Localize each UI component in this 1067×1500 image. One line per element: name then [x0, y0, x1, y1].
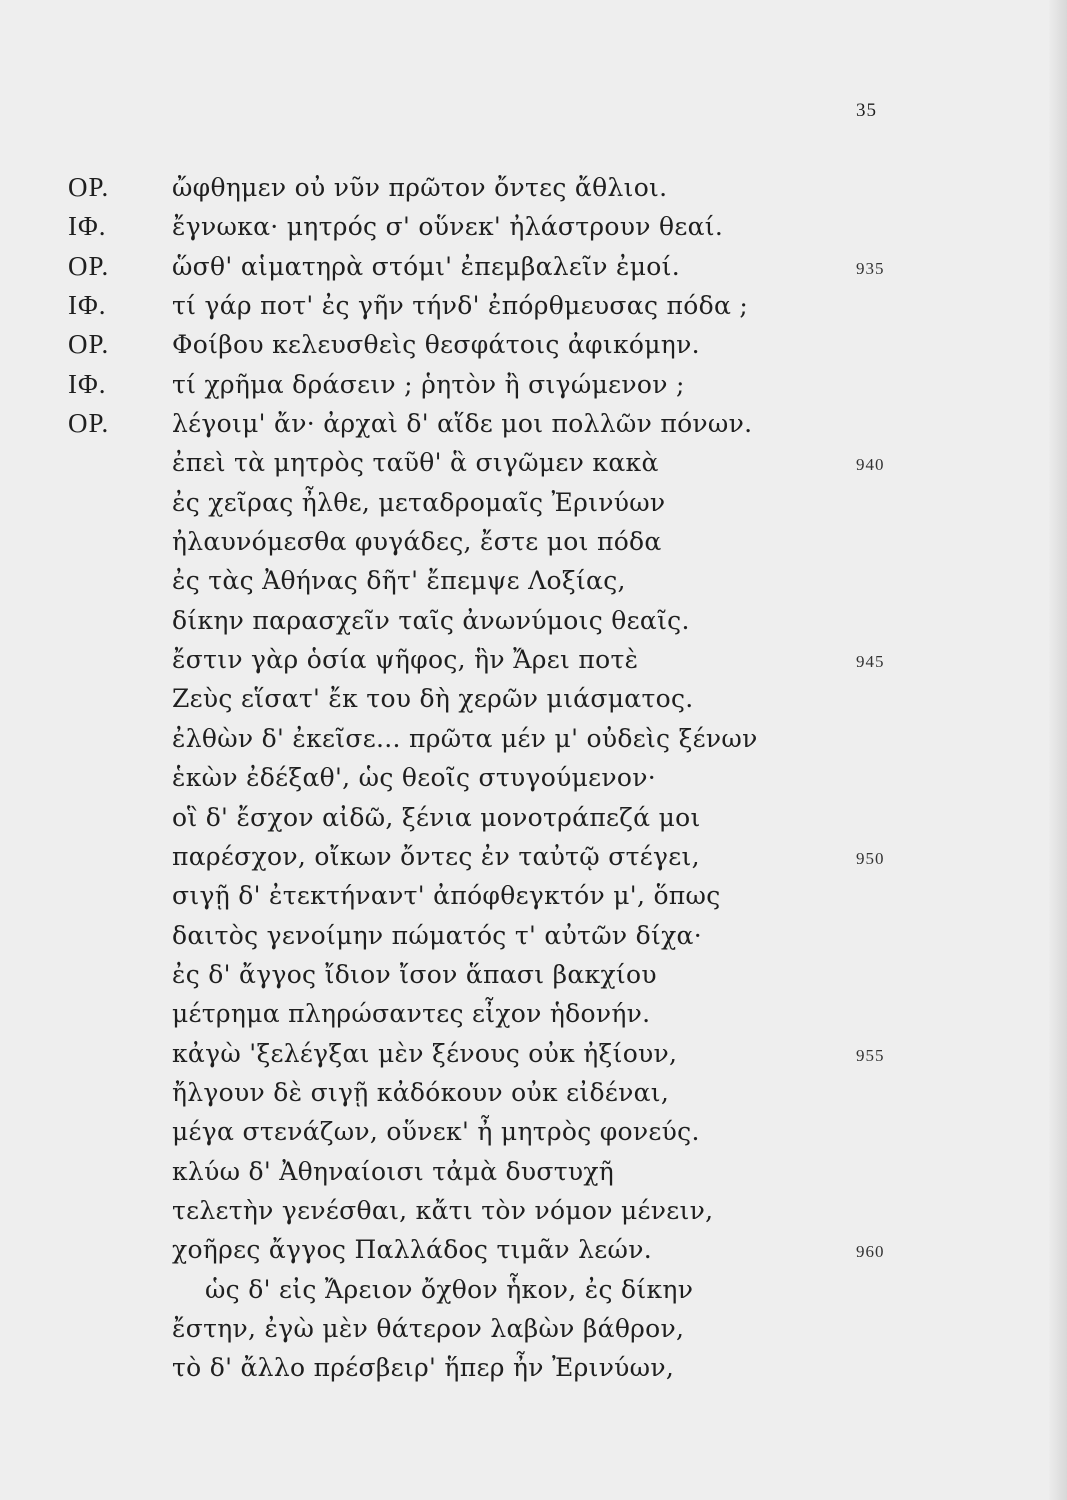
- verse-text: ἐς δ' ἄγγος ἴδιον ἴσον ἅπασι βακχίου: [172, 959, 657, 989]
- verse-text: ἐς τὰς Ἀθήνας δῆτ' ἔπεμψε Λοξίας,: [172, 566, 626, 596]
- speaker-label: ΟΡ.: [68, 250, 110, 281]
- line-number: 955: [856, 1045, 885, 1065]
- verse-text: ἔστιν γὰρ ὁσία ψῆφος, ἣν Ἄρει ποτὲ: [172, 645, 639, 675]
- verse-line: [0, 561, 1067, 600]
- verse-text: λέγοιμ' ἄν· ἀρχαὶ δ' αἵδε μοι πολλῶν πόνων.: [172, 409, 753, 439]
- verse-text: τελετὴν γενέσθαι, κἄτι τὸν νόμον μένειν,: [172, 1195, 714, 1225]
- verse-text: Ζεὺς εἵσατ' ἔκ του δὴ χερῶν μιάσματος.: [172, 684, 694, 714]
- verse-text: ὤφθημεν οὐ νῦν πρῶτον ὄντες ἄθλιοι.: [172, 173, 668, 202]
- speaker-label: ΙΦ.: [68, 290, 107, 321]
- speaker-label: ΙΦ.: [68, 211, 107, 242]
- verse-line: [0, 1191, 1067, 1230]
- verse-line: [0, 1309, 1067, 1348]
- line-number: 960: [856, 1242, 885, 1262]
- verse-line: [0, 679, 1067, 718]
- verse-text: ἐπεὶ τὰ μητρὸς ταῦθ' ἃ σιγῶμεν κακὰ: [172, 448, 659, 478]
- verse-line: [0, 640, 1067, 679]
- verse-line: [0, 876, 1067, 915]
- verse-line: [0, 522, 1067, 561]
- verse-line: [0, 758, 1067, 797]
- line-number: 945: [856, 652, 885, 672]
- verse-text: σιγῇ δ' ἐτεκτήναντ' ἀπόφθεγκτόν μ', ὅπως: [172, 881, 721, 911]
- verse-line: [0, 365, 1067, 404]
- verse-text: δαιτὸς γενοίμην πώματός τ' αὐτῶν δίχα·: [172, 920, 702, 950]
- verse-line: [0, 955, 1067, 994]
- verse-text: ἤλγουν δὲ σιγῇ κἀδόκουν οὐκ εἰδέναι,: [172, 1077, 670, 1107]
- verse-text: τὸ δ' ἄλλο πρέσβειρ' ἥπερ ἦν Ἐρινύων,: [172, 1353, 675, 1383]
- verse-line: [0, 719, 1067, 758]
- verse-line: [0, 286, 1067, 325]
- verse-text: τί χρῆμα δράσειν ; ῥητὸν ἢ σιγώμενον ;: [172, 369, 685, 399]
- verse-line: [0, 168, 1067, 207]
- verse-text: ὡς δ' εἰς Ἄρειον ὄχθον ἧκον, ἐς δίκην: [205, 1274, 694, 1304]
- verse-line: [0, 837, 1067, 876]
- verse-text: χοῆρες ἄγγος Παλλάδος τιμᾶν λεών.: [172, 1235, 652, 1265]
- speaker-label: ΟΡ.: [68, 172, 110, 202]
- verse-text: κλύω δ' Ἀθηναίοισι τἀμὰ δυστυχῆ: [172, 1156, 615, 1186]
- verse-line: [0, 1034, 1067, 1073]
- verse-line: [0, 404, 1067, 443]
- verse-line: [0, 798, 1067, 837]
- verse-text: ἐλθὼν δ' ἐκεῖσε... πρῶτα μέν μ' οὐδεὶς ξένων: [172, 723, 758, 753]
- verse-text: κἀγὼ 'ξελέγξαι μὲν ξένους οὐκ ἠξίουν,: [172, 1038, 678, 1068]
- line-number: 940: [856, 455, 885, 475]
- verse-text: μέγα στενάζων, οὕνεκ' ἦ μητρὸς φονεύς.: [172, 1117, 700, 1147]
- verse-line: [0, 1348, 1067, 1387]
- verse-line: [0, 207, 1067, 246]
- verse-line: [0, 1152, 1067, 1191]
- verse-text: ἔγνωκα· μητρός σ' οὕνεκ' ἠλάστρουν θεαί.: [172, 212, 724, 242]
- page-number: 35: [856, 100, 877, 121]
- verse-block: [0, 168, 1067, 1388]
- verse-line: [0, 443, 1067, 482]
- verse-text: Φοίβου κελευσθεὶς θεσφάτοις ἀφικόμην.: [172, 330, 700, 360]
- line-number: 935: [856, 258, 885, 278]
- verse-line: [0, 916, 1067, 955]
- verse-line: [0, 1112, 1067, 1151]
- verse-line: [0, 483, 1067, 522]
- speaker-label: ΟΡ.: [68, 408, 110, 439]
- verse-text: οἳ δ' ἔσχον αἰδῶ, ξένια μονοτράπεζά μοι: [172, 802, 701, 832]
- verse-line: [0, 247, 1067, 286]
- speaker-label: ΙΦ.: [68, 368, 107, 399]
- verse-text: ἐς χεῖρας ἦλθε, μεταδρομαῖς Ἐρινύων: [172, 487, 666, 517]
- speaker-label: ΟΡ.: [68, 329, 110, 360]
- verse-line: [0, 1073, 1067, 1112]
- verse-text: ἑκὼν ἐδέξαθ', ὡς θεοῖς στυγούμενον·: [172, 763, 656, 793]
- line-number: 950: [856, 848, 885, 868]
- verse-line: [0, 1230, 1067, 1269]
- verse-line: [0, 601, 1067, 640]
- verse-text: ὥσθ' αἱματηρὰ στόμι' ἐπεμβαλεῖν ἐμοί.: [172, 251, 680, 281]
- verse-text: τί γάρ ποτ' ἐς γῆν τήνδ' ἐπόρθμευσας πόδα ;: [172, 291, 749, 321]
- verse-text: παρέσχον, οἴκων ὄντες ἐν ταὐτῷ στέγει,: [172, 841, 700, 871]
- verse-text: ἔστην, ἐγὼ μὲν θάτερον λαβὼν βάθρον,: [172, 1313, 685, 1343]
- verse-text: δίκην παρασχεῖν ταῖς ἀνωνύμοις θεαῖς.: [172, 605, 690, 635]
- verse-text: μέτρημα πληρώσαντες εἶχον ἡδονήν.: [172, 999, 651, 1029]
- verse-line: [0, 325, 1067, 364]
- verse-line: [0, 1270, 1067, 1309]
- verse-line: [0, 994, 1067, 1033]
- verse-text: ἠλαυνόμεσθα φυγάδες, ἔστε μοι πόδα: [172, 527, 662, 557]
